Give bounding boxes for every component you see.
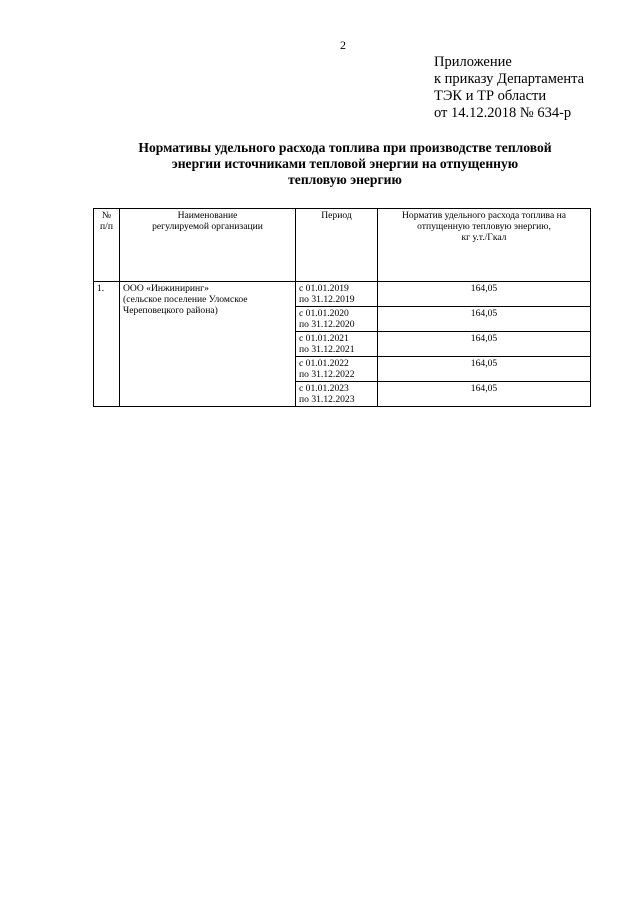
row-number: 1. (94, 282, 120, 407)
organization-name: ООО «Инжиниринг» (сельское поселение Уломское Череповецкого района) (120, 282, 296, 407)
document-title (100, 140, 590, 188)
period-cell: с 01.01.2020 по 31.12.2020 (296, 307, 378, 332)
appendix-line: от 14.12.2018 № 634-р (434, 105, 572, 121)
period-cell: с 01.01.2021 по 31.12.2021 (296, 332, 378, 357)
title-line: тепловую энергию (288, 172, 402, 187)
norm-value: 164,05 (378, 357, 591, 382)
appendix-line: ТЭК и ТР области (434, 88, 547, 104)
period-cell: с 01.01.2022 по 31.12.2022 (296, 357, 378, 382)
table-row (94, 282, 591, 307)
header-organization: Наименование регулируемой организации (120, 209, 296, 282)
norm-value: 164,05 (378, 382, 591, 407)
appendix-block (434, 54, 584, 122)
norm-value: 164,05 (378, 332, 591, 357)
header-period: Период (296, 209, 378, 282)
table-header-row (94, 209, 591, 282)
page-number: 2 (340, 38, 346, 52)
norm-value: 164,05 (378, 282, 591, 307)
header-norm: Норматив удельного расхода топлива на отпущенную тепловую энергию, кг у.т./Гкал (378, 209, 591, 282)
period-cell: с 01.01.2023 по 31.12.2023 (296, 382, 378, 407)
norm-value: 164,05 (378, 307, 591, 332)
appendix-line: к приказу Департамента (434, 71, 585, 87)
header-num: № п/п (94, 209, 120, 282)
title-line: энергии источниками тепловой энергии на отпущенную (171, 156, 519, 171)
period-cell: с 01.01.2019 по 31.12.2019 (296, 282, 378, 307)
norms-table (93, 208, 591, 407)
title-line: Нормативы удельного расхода топлива при производстве тепловой (138, 140, 552, 155)
appendix-line: Приложение (434, 54, 512, 70)
